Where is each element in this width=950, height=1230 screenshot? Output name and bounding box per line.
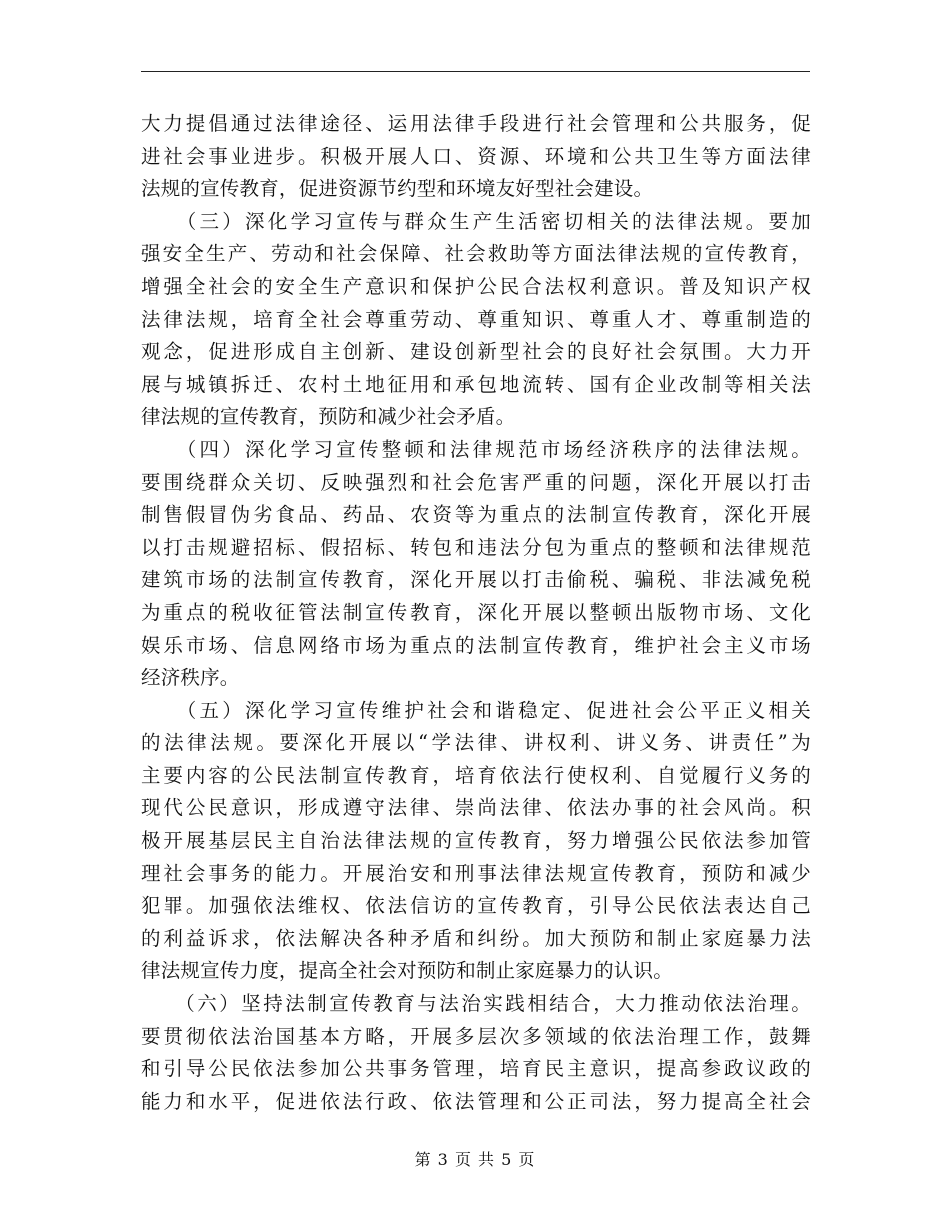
text-line: （六）坚持法制宣传教育与法治实践相结合，大力推动依法治理。 (141, 992, 811, 1016)
text-line: 的利益诉求，依法解决各种矛盾和纠纷。加大预防和制止家庭暴力法 (141, 926, 811, 950)
text-line: 律法规宣传力度，提高全社会对预防和制止家庭暴力的认识。 (141, 959, 673, 983)
text-line: 经济秩序。 (141, 666, 240, 690)
text-line: 主要内容的公民法制宣传教育，培育依法行使权利、自觉履行义务的 (141, 763, 811, 787)
text-line: 极开展基层民主自治法律法规的宣传教育，努力增强公民依法参加管 (141, 829, 811, 853)
text-line: 要围绕群众关切、反映强烈和社会危害严重的问题，深化开展以打击 (141, 470, 811, 494)
text-line: 制售假冒伪劣食品、药品、农资等为重点的法制宣传教育，深化开展 (141, 503, 811, 527)
text-line: 以打击规避招标、假招标、转包和违法分包为重点的整顿和法律规范 (141, 535, 811, 559)
text-line: 犯罪。加强依法维权、依法信访的宣传教育，引导公民依法表达自己 (141, 894, 811, 918)
text-line: 进社会事业进步。积极开展人口、资源、环境和公共卫生等方面法律 (141, 144, 811, 168)
body-text (141, 108, 811, 1118)
text-line: 法规的宣传教育，促进资源节约型和环境友好型社会建设。 (141, 177, 654, 201)
text-line: 增强全社会的安全生产意识和保护公民合法权利意识。普及知识产权 (141, 274, 811, 298)
text-line: 法律法规，培育全社会尊重劳动、尊重知识、尊重人才、尊重制造的 (141, 307, 811, 331)
text-line: 建筑市场的法制宣传教育，深化开展以打击偷税、骗税、非法减免税 (141, 568, 811, 592)
text-line: 理社会事务的能力。开展治安和刑事法律法规宣传教育，预防和减少 (141, 861, 811, 885)
text-line: 娱乐市场、信息网络市场为重点的法制宣传教育，维护社会主义市场 (141, 633, 811, 657)
text-line: 律法规的宣传教育，预防和减少社会矛盾。 (141, 405, 516, 429)
text-line: 为重点的税收征管法制宣传教育，深化开展以整顿出版物市场、文化 (141, 600, 811, 624)
header-rule (141, 71, 810, 72)
text-line: 要贯彻依法治国基本方略，开展多层次多领域的依法治理工作，鼓舞 (141, 1024, 811, 1048)
text-line: （五）深化学习宣传维护社会和谐稳定、促进社会公平正义相关 (141, 698, 811, 722)
text-line: 的法律法规。要深化开展以“学法律、讲权利、讲义务、讲责任”为 (141, 731, 811, 755)
text-line: 和引导公民依法参加公共事务管理，培育民主意识，提高参政议政的 (141, 1057, 811, 1081)
text-line: 能力和水平，促进依法行政、依法管理和公正司法，努力提高全社会 (141, 1089, 811, 1113)
text-line: 观念，促进形成自主创新、建设创新型社会的良好社会氛围。大力开 (141, 340, 811, 364)
text-line: （四）深化学习宣传整顿和法律规范市场经济秩序的法律法规。 (141, 437, 811, 461)
text-line: 现代公民意识，形成遵守法律、崇尚法律、依法办事的社会风尚。积 (141, 796, 811, 820)
text-line: 强安全生产、劳动和社会保障、社会救助等方面法律法规的宣传教育， (141, 242, 811, 266)
text-line: 大力提倡通过法律途径、运用法律手段进行社会管理和公共服务，促 (141, 112, 811, 135)
text-line: 展与城镇拆迁、农村土地征用和承包地流转、国有企业改制等相关法 (141, 372, 811, 396)
text-line: （三）深化学习宣传与群众生产生活密切相关的法律法规。要加 (141, 209, 811, 233)
page-number-footer: 第 3 页 共 5 页 (414, 1150, 536, 1169)
